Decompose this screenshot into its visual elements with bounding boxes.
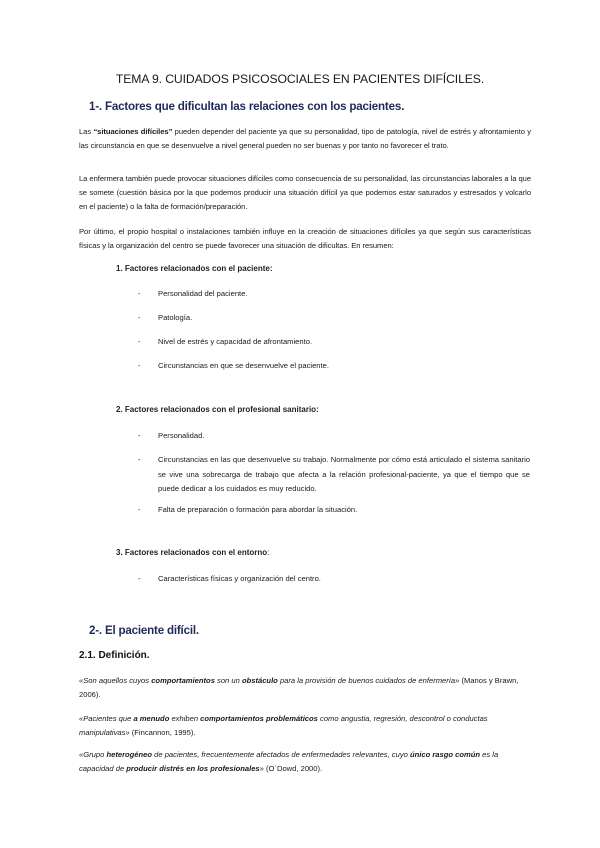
p1-text-c: pueden depender del paciente ya que su personalidad, tipo de patología, nivel de estrés y afrontamiento y las circunstancia en que se desenvuelve a nivel general pueden no ser buenas y por tanto no favorecer el trato. [79,127,531,151]
q3-part: de pacientes, frecuentemente afectados de enfermedades relevantes, cuyo [152,750,410,759]
dash-bullet-icon: - [138,289,141,298]
factor-group-1-title-text: 1. Factores relacionados con el paciente: [116,264,273,273]
q2-emphasis: comportamientos problemáticos [200,714,318,723]
q1-part: para la provisión de buenos cuidados de enfermería» [277,676,460,685]
paragraph-3: Por último, el propio hospital o instalaciones también influye en la creación de situaciones difíciles ya que según sus características físicas y la organización del centro se puede favorecer una situación de dificultas. En resumen: [79,227,531,251]
dash-bullet-icon: - [138,431,141,440]
definition-quote-1 [79,674,531,701]
q1-citation: (Manos y Brawn, 2006). [79,676,519,699]
q2-citation: (Fincannon, 1995). [129,727,196,737]
q3-part: «Grupo [79,750,107,759]
list-item-text: Personalidad del paciente. [158,289,248,298]
definition-quote-2 [79,712,531,739]
p1-emphasis: “situaciones difíciles” [93,127,173,136]
q1-emphasis: comportamientos [151,676,215,685]
dash-bullet-icon: - [138,505,141,514]
factor-group-2-title [116,405,319,414]
q2-part: «Pacientes que [79,714,134,723]
dash-bullet-icon: - [138,313,141,322]
section-2-heading: 2-. El paciente difícil. [89,624,199,637]
dash-bullet-icon: - [138,455,141,464]
paragraph-1 [79,125,531,153]
dash-bullet-icon: - [138,574,141,583]
q1-part: «Son aquellos cuyos [79,676,152,685]
q3-emphasis: heterogéneo [106,750,153,759]
q3-citation: (O´Dowd, 2000). [263,763,323,773]
factor-group-3-title-text: 3. Factores relacionados con el entorno [116,548,268,557]
list-item-text: Características físicas y organización del centro. [158,574,321,583]
list-item-text: Patología. [158,313,193,322]
factor-group-3-title [116,548,269,557]
p1-text-a: Las [79,127,94,136]
factor-group-3-suffix: : [267,548,270,557]
factor-group-1-title [116,264,273,273]
definition-quote-3 [79,748,531,775]
paragraph-2: La enfermera también puede provocar situaciones difíciles como consecuencia de su personalidad, las circunstancias laborales a la que se somete (cuestión básica por la que podemos producir una situación difícil ya que podemos estar saturados y estresados y volcarlo en el paciente) o la falta de formación/preparación. [79,174,531,212]
dash-bullet-icon: - [138,337,141,346]
list-item-text: Personalidad. [158,431,205,440]
list-item-text: Circunstancias en las que desenvuelve su trabajo. Normalmente por cómo está articulado el sistema sanitario se vive una sobrecarga de trabajo que afecta a la relación profesional-paciente, ya que el tiempo que se puede dedicar a los cuidados es muy reducido. [158,455,530,493]
page-title: TEMA 9. CUIDADOS PSICOSOCIALES EN PACIENTES DIFÍCILES. [115,72,485,86]
list-item-text: Nivel de estrés y capacidad de afrontamiento. [158,337,313,346]
section-1-heading: 1-. Factores que dificultan las relaciones con los pacientes. [89,100,405,113]
dash-bullet-icon: - [138,361,141,370]
q2-part: como angustia, regresión, descontrol o conductas manipulativas» [79,714,488,737]
q1-emphasis: obstáculo [241,676,278,685]
q3-part: es la capacidad de [79,750,499,773]
factor-group-2-title-text: 2. Factores relacionados con el profesional sanitario: [116,405,319,414]
q3-emphasis: producir distrés en los profesionales [126,763,260,773]
q3-part: » [259,763,264,773]
q2-emphasis: a menudo [133,714,170,723]
definition-heading: 2.1. Definición. [79,650,150,661]
q3-emphasis: único rasgo común [409,750,481,759]
list-item-text: Circunstancias en que se desenvuelve el paciente. [158,361,329,370]
q2-part: exhiben [169,714,201,723]
list-item-text: Falta de preparación o formación para abordar la situación. [158,505,358,514]
q1-part: son un [214,676,242,685]
